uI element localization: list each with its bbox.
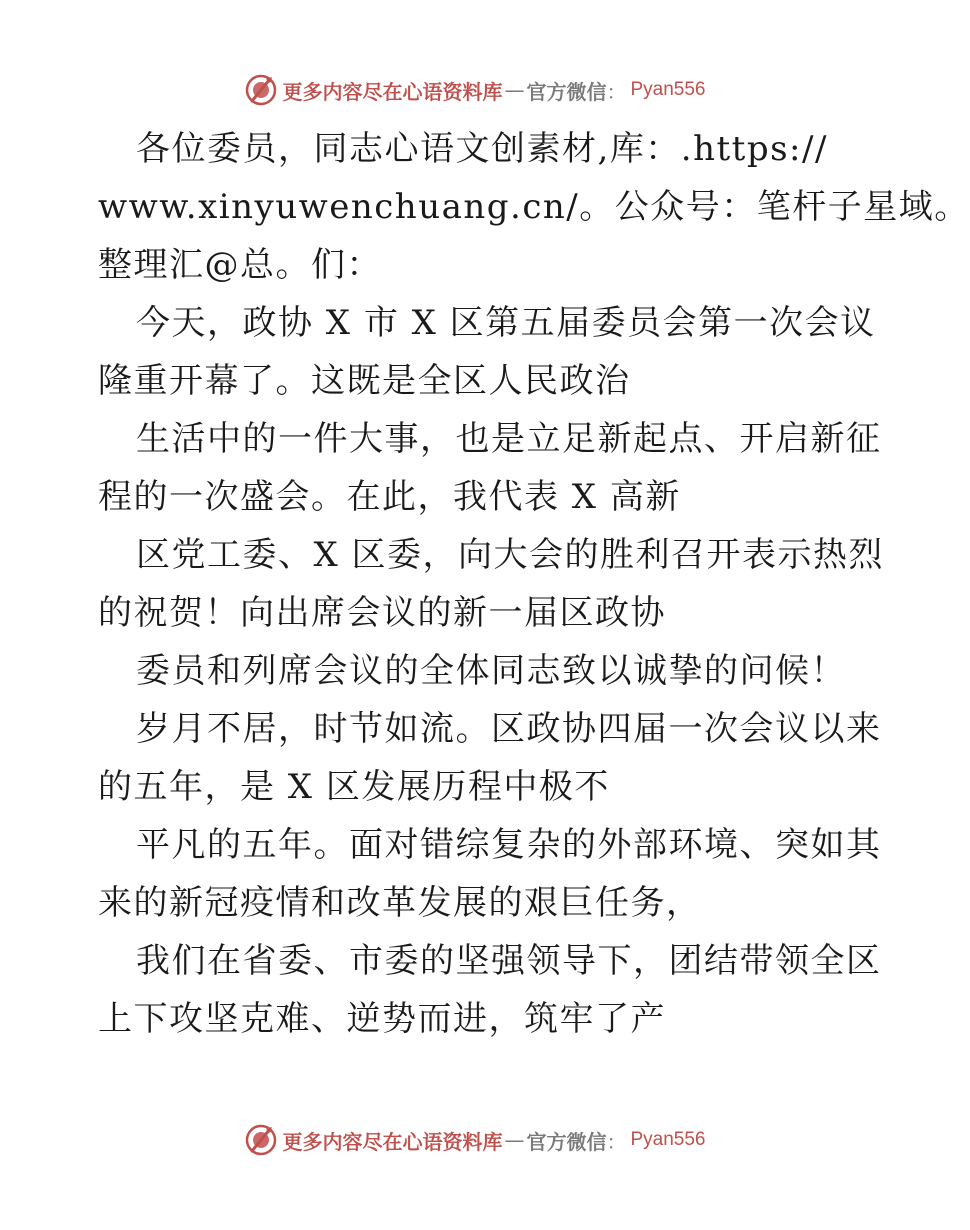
- footer-watermark-banner: [0, 1120, 950, 1160]
- banner-wechat-id: Pyan556: [630, 1129, 706, 1150]
- body-line: 隆重开幕了。这既是全区人民政治: [98, 361, 631, 401]
- banner-separator: —: [504, 78, 525, 102]
- document-body: [98, 120, 970, 1048]
- banner-separator: —: [504, 1128, 525, 1152]
- body-line: 整理汇@总。们：: [98, 245, 382, 285]
- body-line: 生活中的一件大事，也是立足新起点、开启新征: [136, 419, 882, 459]
- body-line: 各位委员，同志心语文创素材,库：.https://: [136, 129, 828, 169]
- body-line: 我们在省委、市委的坚强领导下，团结带领全区: [136, 941, 882, 981]
- body-line: 的祝贺！向出席会议的新一届区政协: [98, 593, 666, 633]
- quill-pen-logo-icon: [244, 1123, 278, 1157]
- body-line: 来的新冠疫情和改革发展的艰巨任务，: [98, 883, 702, 923]
- body-line: 平凡的五年。面对错综复杂的外部环境、突如其: [136, 825, 882, 865]
- body-line: 今天，政协 X 市 X 区第五届委员会第一次会议: [136, 303, 876, 343]
- body-line: 区党工委、X 区委，向大会的胜利召开表示热烈: [136, 535, 885, 575]
- banner-main-text: 更多内容尽在心语资料库: [282, 1129, 503, 1154]
- body-line: 岁月不居，时节如流。区政协四届一次会议以来: [136, 709, 882, 749]
- banner-colon: ：: [606, 1129, 627, 1154]
- body-line: 的五年，是 X 区发展历程中极不: [98, 767, 610, 807]
- body-line: 上下攻坚克难、逆势而进，筑牢了产: [98, 999, 666, 1039]
- body-line: 委员和列席会议的全体同志致以诚挚的问候！: [136, 651, 846, 691]
- body-line: www.xinyuwenchuang.cn/。公众号：笔杆子星域。: [98, 187, 970, 227]
- banner-wechat-id: Pyan556: [630, 79, 706, 100]
- banner-colon: ：: [606, 79, 627, 104]
- banner-main-text: 更多内容尽在心语资料库: [282, 79, 503, 104]
- quill-pen-logo-icon: [244, 73, 278, 107]
- body-line: 程的一次盛会。在此，我代表 X 高新: [98, 477, 681, 517]
- header-watermark-banner: [0, 70, 950, 110]
- banner-wechat-label: 官方微信: [526, 1129, 607, 1154]
- banner-wechat-label: 官方微信: [526, 79, 607, 104]
